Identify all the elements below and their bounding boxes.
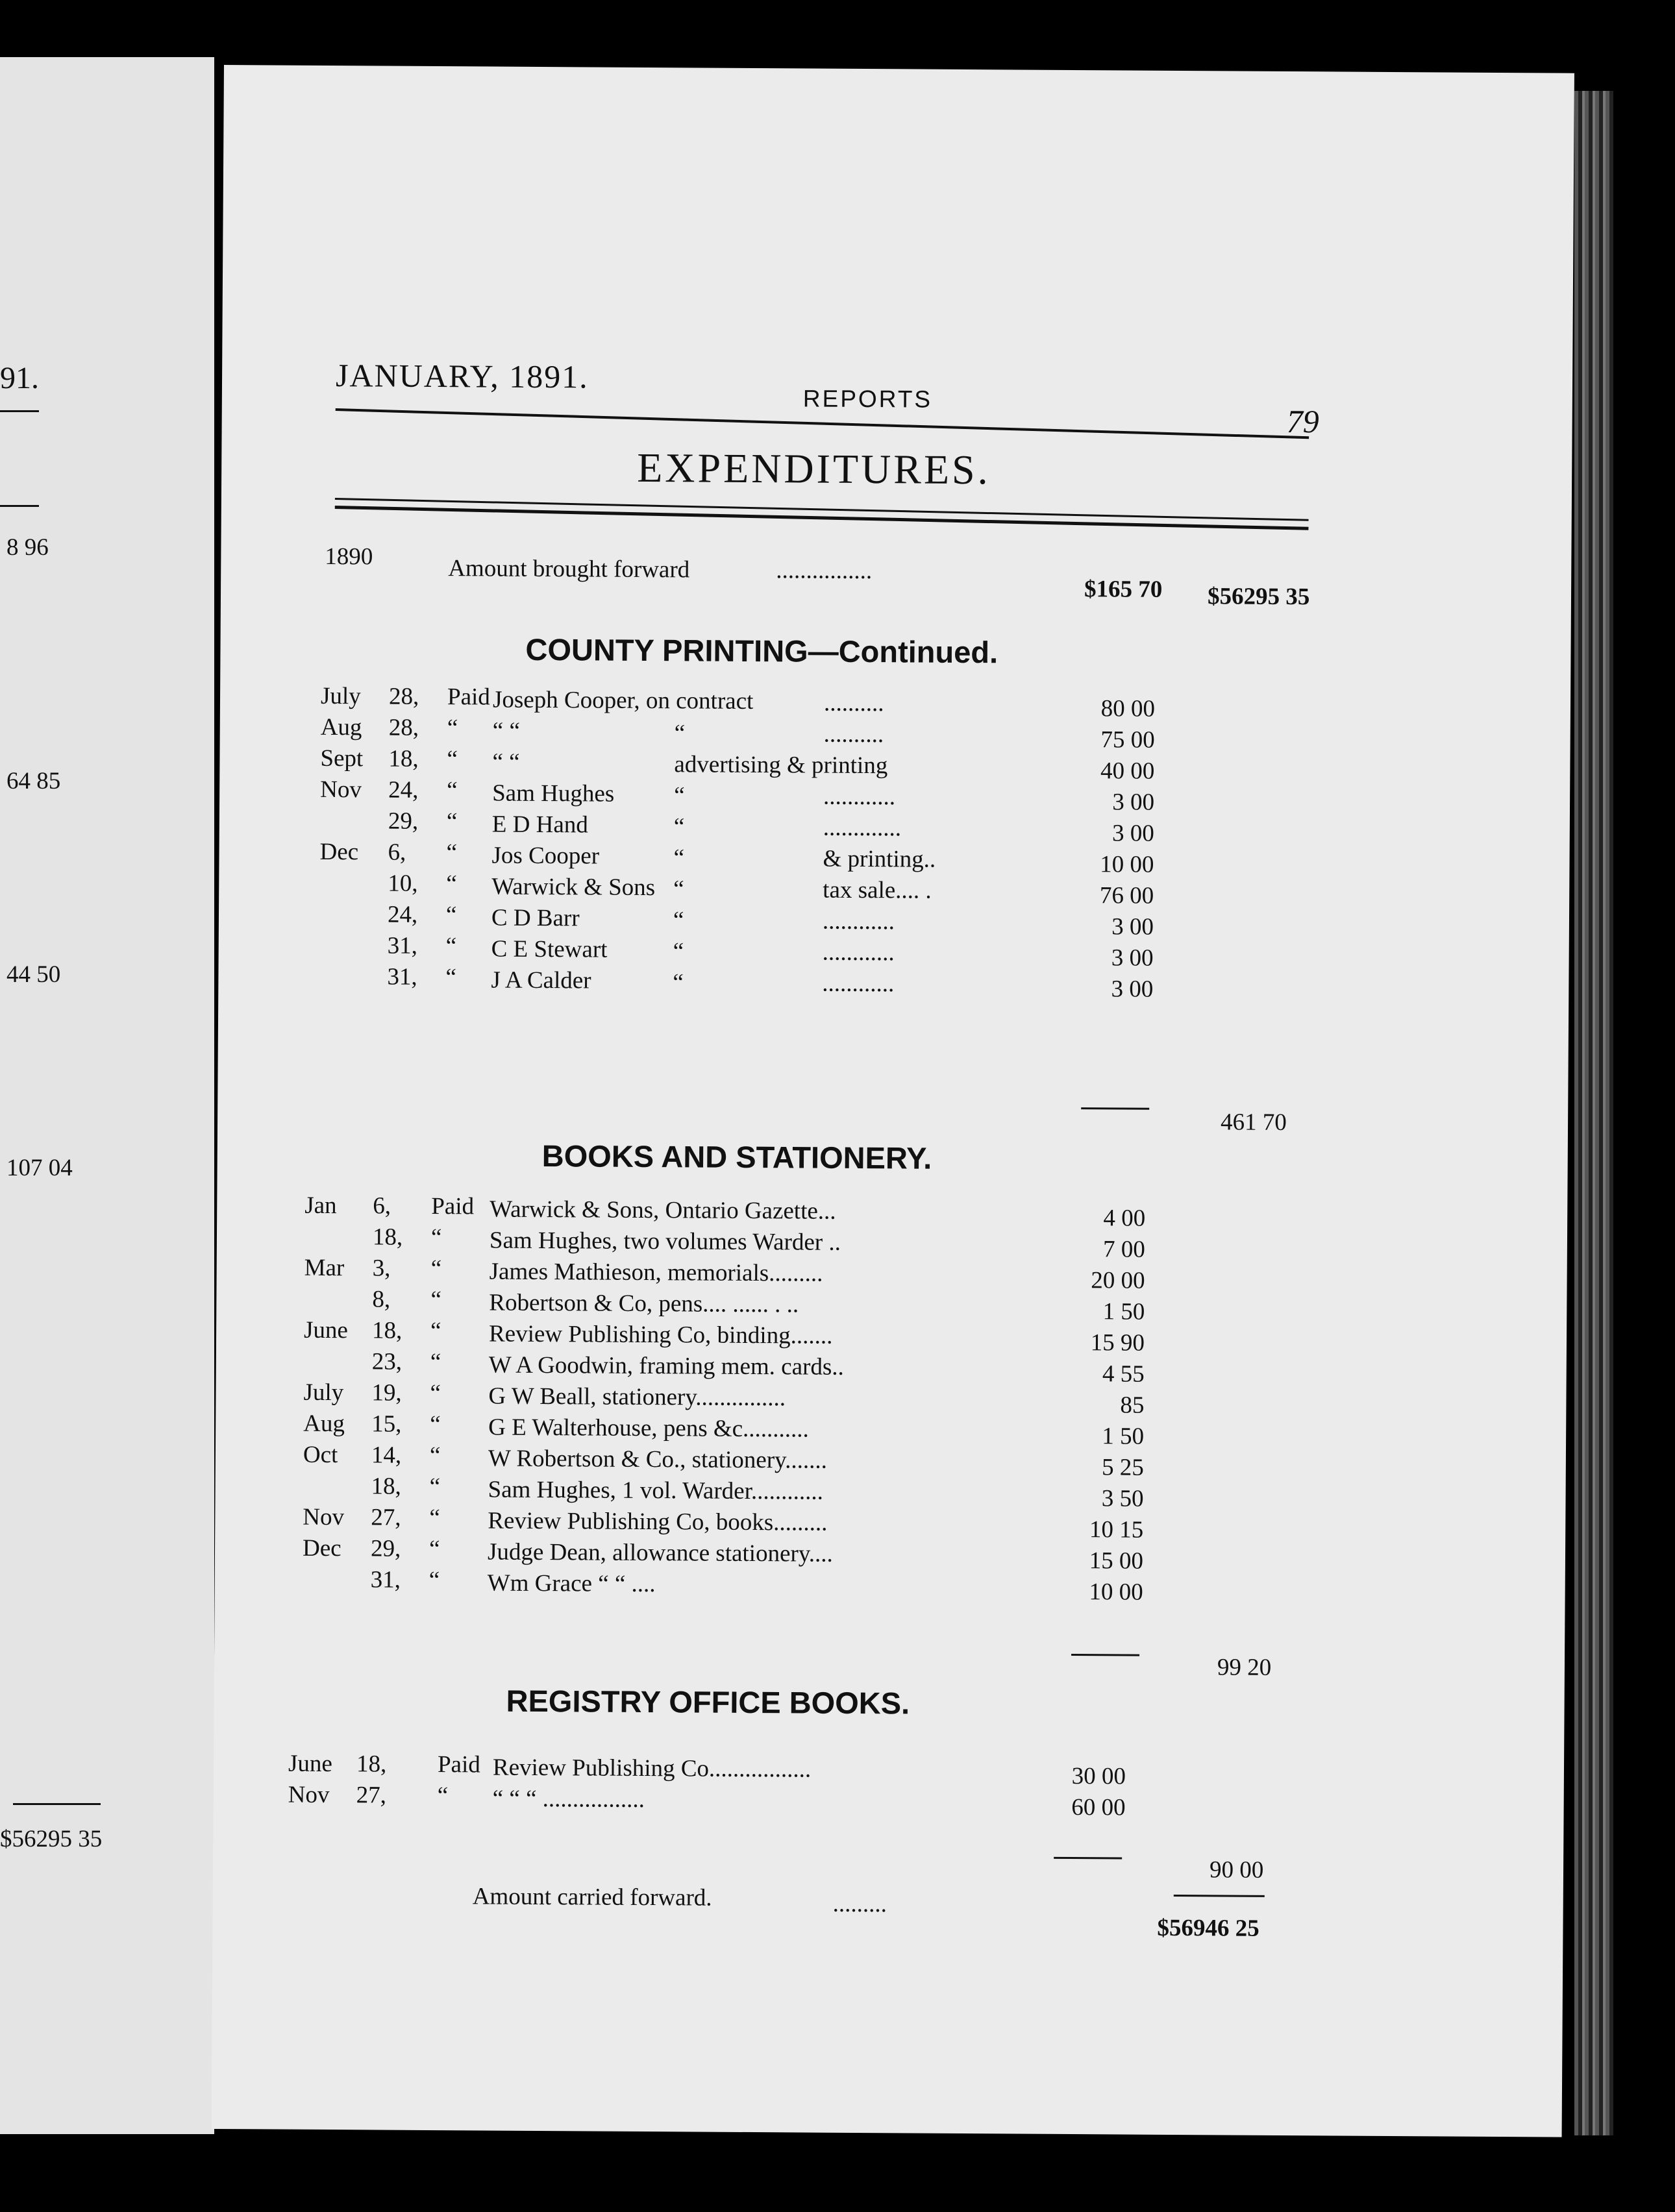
row-amount: 1 50 (1102, 1423, 1145, 1450)
county-printing-total: 461 70 (1220, 1109, 1287, 1137)
row-paid: “ (429, 1473, 441, 1501)
row-amount: 3 00 (1111, 913, 1154, 940)
row-leader: ............ (823, 783, 896, 811)
row-amount: 10 00 (1089, 1579, 1143, 1606)
subtotal-rule (1071, 1654, 1139, 1656)
row-amount: 3 00 (1111, 944, 1154, 972)
row-description: Sam Hughes (492, 780, 615, 807)
row-description: “ “ (492, 717, 520, 744)
row-paid: “ (445, 902, 457, 929)
row-month: Aug (303, 1410, 345, 1438)
row-description: Robertson & Co, pens.... ...... . .. (489, 1289, 799, 1318)
row-paid: “ (430, 1379, 441, 1407)
row-day: 18, (372, 1223, 403, 1251)
row-amount: 3 50 (1101, 1485, 1144, 1512)
left-figure: 107 04 (6, 1155, 73, 1181)
row-paid: “ (446, 870, 457, 898)
row-month: June (303, 1316, 349, 1344)
row-amount: 3 00 (1111, 976, 1154, 1003)
row-amount: 80 00 (1100, 695, 1156, 722)
row-month: July (303, 1379, 344, 1407)
row-description: “ “ “ ................. (492, 1785, 645, 1813)
row-description: J A Calder (491, 966, 591, 994)
brought-forward-label: Amount brought forward (448, 555, 690, 584)
row-day: 8, (372, 1286, 391, 1313)
row-paid: “ (446, 808, 458, 835)
left-rule (0, 505, 39, 507)
row-note: “ (673, 844, 685, 872)
row-description: E D Hand (491, 811, 588, 839)
row-day: 19, (371, 1379, 402, 1407)
row-paid: “ (437, 1782, 449, 1810)
brought-forward-total: $56295 35 (1207, 583, 1310, 611)
row-day: 29, (370, 1535, 401, 1562)
row-month: Nov (303, 1503, 345, 1531)
row-paid: Paid (447, 683, 490, 711)
row-day: 18, (356, 1751, 387, 1778)
brought-forward-leader: ................ (776, 557, 873, 585)
row-description: C D Barr (491, 904, 580, 932)
row-amount: 4 55 (1102, 1360, 1145, 1388)
row-day: 6, (373, 1192, 391, 1220)
row-paid: “ (447, 777, 458, 804)
row-amount: 15 90 (1090, 1329, 1145, 1357)
row-amount: 15 00 (1089, 1547, 1144, 1575)
carried-forward-leader: ......... (832, 1890, 887, 1918)
row-amount: 30 00 (1071, 1763, 1126, 1790)
left-rule (0, 410, 39, 412)
row-description: Joseph Cooper, on contract (492, 686, 754, 715)
row-description: Jos Cooper (491, 842, 600, 870)
row-description: James Mathieson, memorials......... (489, 1258, 823, 1287)
page-edges (1574, 91, 1613, 2135)
row-paid: “ (445, 933, 457, 960)
row-amount: 4 00 (1103, 1205, 1146, 1232)
row-leader: .......... (823, 720, 884, 748)
row-paid: “ (430, 1410, 441, 1438)
left-figure: 64 85 (6, 768, 61, 794)
row-day: 28, (388, 714, 419, 741)
row-leader: ............. (823, 814, 902, 842)
row-paid: “ (430, 1317, 441, 1345)
row-amount: 10 00 (1100, 851, 1154, 878)
row-month: Sept (320, 744, 364, 772)
row-description: Review Publishing Co, binding....... (488, 1320, 833, 1349)
row-amount: 10 15 (1089, 1516, 1144, 1543)
row-paid: Paid (437, 1751, 480, 1778)
row-description: C E Stewart (491, 935, 608, 963)
row-paid: “ (430, 1286, 441, 1314)
row-amount: 20 00 (1091, 1267, 1145, 1294)
right-page (212, 65, 1574, 2137)
row-month: June (288, 1750, 332, 1778)
brought-forward-year: 1890 (325, 543, 373, 571)
row-day: 31, (370, 1566, 401, 1593)
row-amount: 85 (1120, 1392, 1145, 1419)
row-month: Nov (288, 1781, 330, 1809)
row-day: 24, (387, 901, 418, 928)
row-note: “ (674, 782, 685, 809)
row-paid: “ (429, 1504, 440, 1532)
row-description: W A Goodwin, framing mem. cards.. (488, 1351, 844, 1381)
row-day: 29, (388, 807, 419, 835)
page-heading: EXPENDITURES. (637, 444, 991, 493)
row-amount: 75 00 (1100, 726, 1155, 754)
row-leader: ............ (822, 939, 895, 966)
books-stationery-total: 99 20 (1217, 1654, 1272, 1681)
row-day: 14, (371, 1442, 402, 1469)
row-paid: “ (430, 1223, 442, 1251)
row-description: G E Walterhouse, pens &c........... (488, 1414, 809, 1443)
row-description: W Robertson & Co., stationery....... (488, 1445, 828, 1474)
row-paid: “ (428, 1535, 440, 1563)
row-day: 18, (371, 1473, 402, 1500)
header-title: REPORTS (802, 385, 933, 413)
left-figure: $56295 35 (0, 1826, 103, 1852)
row-month: Mar (304, 1254, 345, 1282)
row-leader: tax sale.... . (823, 876, 932, 904)
header-date: JANUARY, 1891. (335, 357, 589, 395)
row-amount: 40 00 (1100, 757, 1155, 785)
row-paid: “ (445, 964, 456, 991)
row-note: “ (673, 907, 684, 934)
row-month: Jan (304, 1192, 337, 1220)
row-month: Oct (303, 1441, 338, 1469)
carried-forward-total: $56946 25 (1157, 1914, 1259, 1942)
row-note: advertising & printing (674, 751, 888, 780)
row-note: “ (673, 969, 684, 996)
brought-forward-amount: $165 70 (1084, 576, 1163, 603)
registry-books-total: 90 00 (1209, 1856, 1264, 1884)
row-note: “ (673, 938, 684, 965)
row-paid: “ (430, 1255, 442, 1283)
section-title-registry-books: REGISTRY OFFICE BOOKS. (506, 1683, 910, 1721)
row-paid: “ (428, 1566, 440, 1594)
left-running-head: 91. (0, 361, 39, 395)
header-rule (336, 408, 1309, 439)
row-paid: “ (430, 1348, 441, 1376)
row-description: Review Publishing Co, books......... (488, 1507, 828, 1536)
row-paid: “ (447, 715, 458, 742)
row-day: 31, (387, 932, 418, 959)
row-day: 3, (372, 1255, 391, 1282)
subtotal-rule (1054, 1857, 1122, 1860)
section-title-books-stationery: BOOKS AND STATIONERY. (541, 1138, 932, 1175)
row-note: “ (673, 876, 684, 903)
carried-forward-label: Amount carried forward. (472, 1883, 712, 1911)
row-amount: 5 25 (1101, 1454, 1144, 1481)
row-leader: ............ (822, 970, 895, 998)
row-day: 24, (388, 776, 419, 804)
row-description: Sam Hughes, two volumes Warder .. (489, 1227, 841, 1256)
row-day: 18, (388, 745, 419, 772)
row-paid: “ (429, 1442, 441, 1469)
row-day: 18, (371, 1317, 403, 1344)
row-paid: Paid (431, 1192, 475, 1220)
row-leader: .......... (823, 689, 884, 717)
row-description: Sam Hughes, 1 vol. Warder............ (488, 1476, 824, 1505)
left-rule (13, 1803, 101, 1805)
row-day: 6, (388, 839, 406, 866)
row-day: 28, (388, 683, 419, 710)
row-day: 15, (371, 1410, 402, 1438)
row-month: Nov (320, 776, 362, 804)
row-description: Warwick & Sons (491, 873, 656, 902)
row-description: Wm Grace “ “ .... (487, 1569, 656, 1598)
row-amount: 60 00 (1071, 1794, 1126, 1821)
row-description: “ “ (492, 748, 520, 776)
section-title-county-printing: COUNTY PRINTING—Continued. (525, 632, 999, 670)
left-figure: 8 96 (6, 534, 49, 561)
subtotal-rule (1081, 1107, 1149, 1110)
row-day: 27, (356, 1782, 387, 1809)
row-leader: & printing.. (823, 845, 936, 873)
row-amount: 3 00 (1112, 789, 1155, 816)
row-description: Warwick & Sons, Ontario Gazette... (490, 1196, 836, 1225)
row-month: Dec (319, 838, 359, 866)
row-amount: 7 00 (1103, 1236, 1146, 1263)
row-day: 27, (371, 1504, 401, 1531)
left-figure: 44 50 (6, 961, 61, 988)
row-description: Judge Dean, allowance stationery.... (487, 1538, 833, 1567)
row-month: Aug (320, 713, 362, 741)
row-month: July (320, 682, 361, 710)
row-note: “ (674, 720, 686, 747)
row-description: Review Publishing Co................. (492, 1754, 812, 1783)
row-leader: ............ (822, 907, 895, 935)
row-day: 10, (388, 870, 418, 897)
row-amount: 76 00 (1099, 882, 1154, 909)
row-amount: 3 00 (1111, 820, 1154, 847)
row-description: G W Beall, stationery............... (488, 1382, 786, 1412)
page-number: 79 (1286, 403, 1319, 440)
row-day: 23, (371, 1348, 403, 1375)
row-amount: 1 50 (1102, 1298, 1145, 1325)
row-note: “ (673, 813, 685, 841)
total-rule (1174, 1895, 1265, 1897)
row-paid: “ (446, 839, 458, 866)
row-month: Dec (302, 1534, 341, 1562)
row-day: 31, (387, 963, 417, 990)
row-paid: “ (447, 746, 458, 773)
